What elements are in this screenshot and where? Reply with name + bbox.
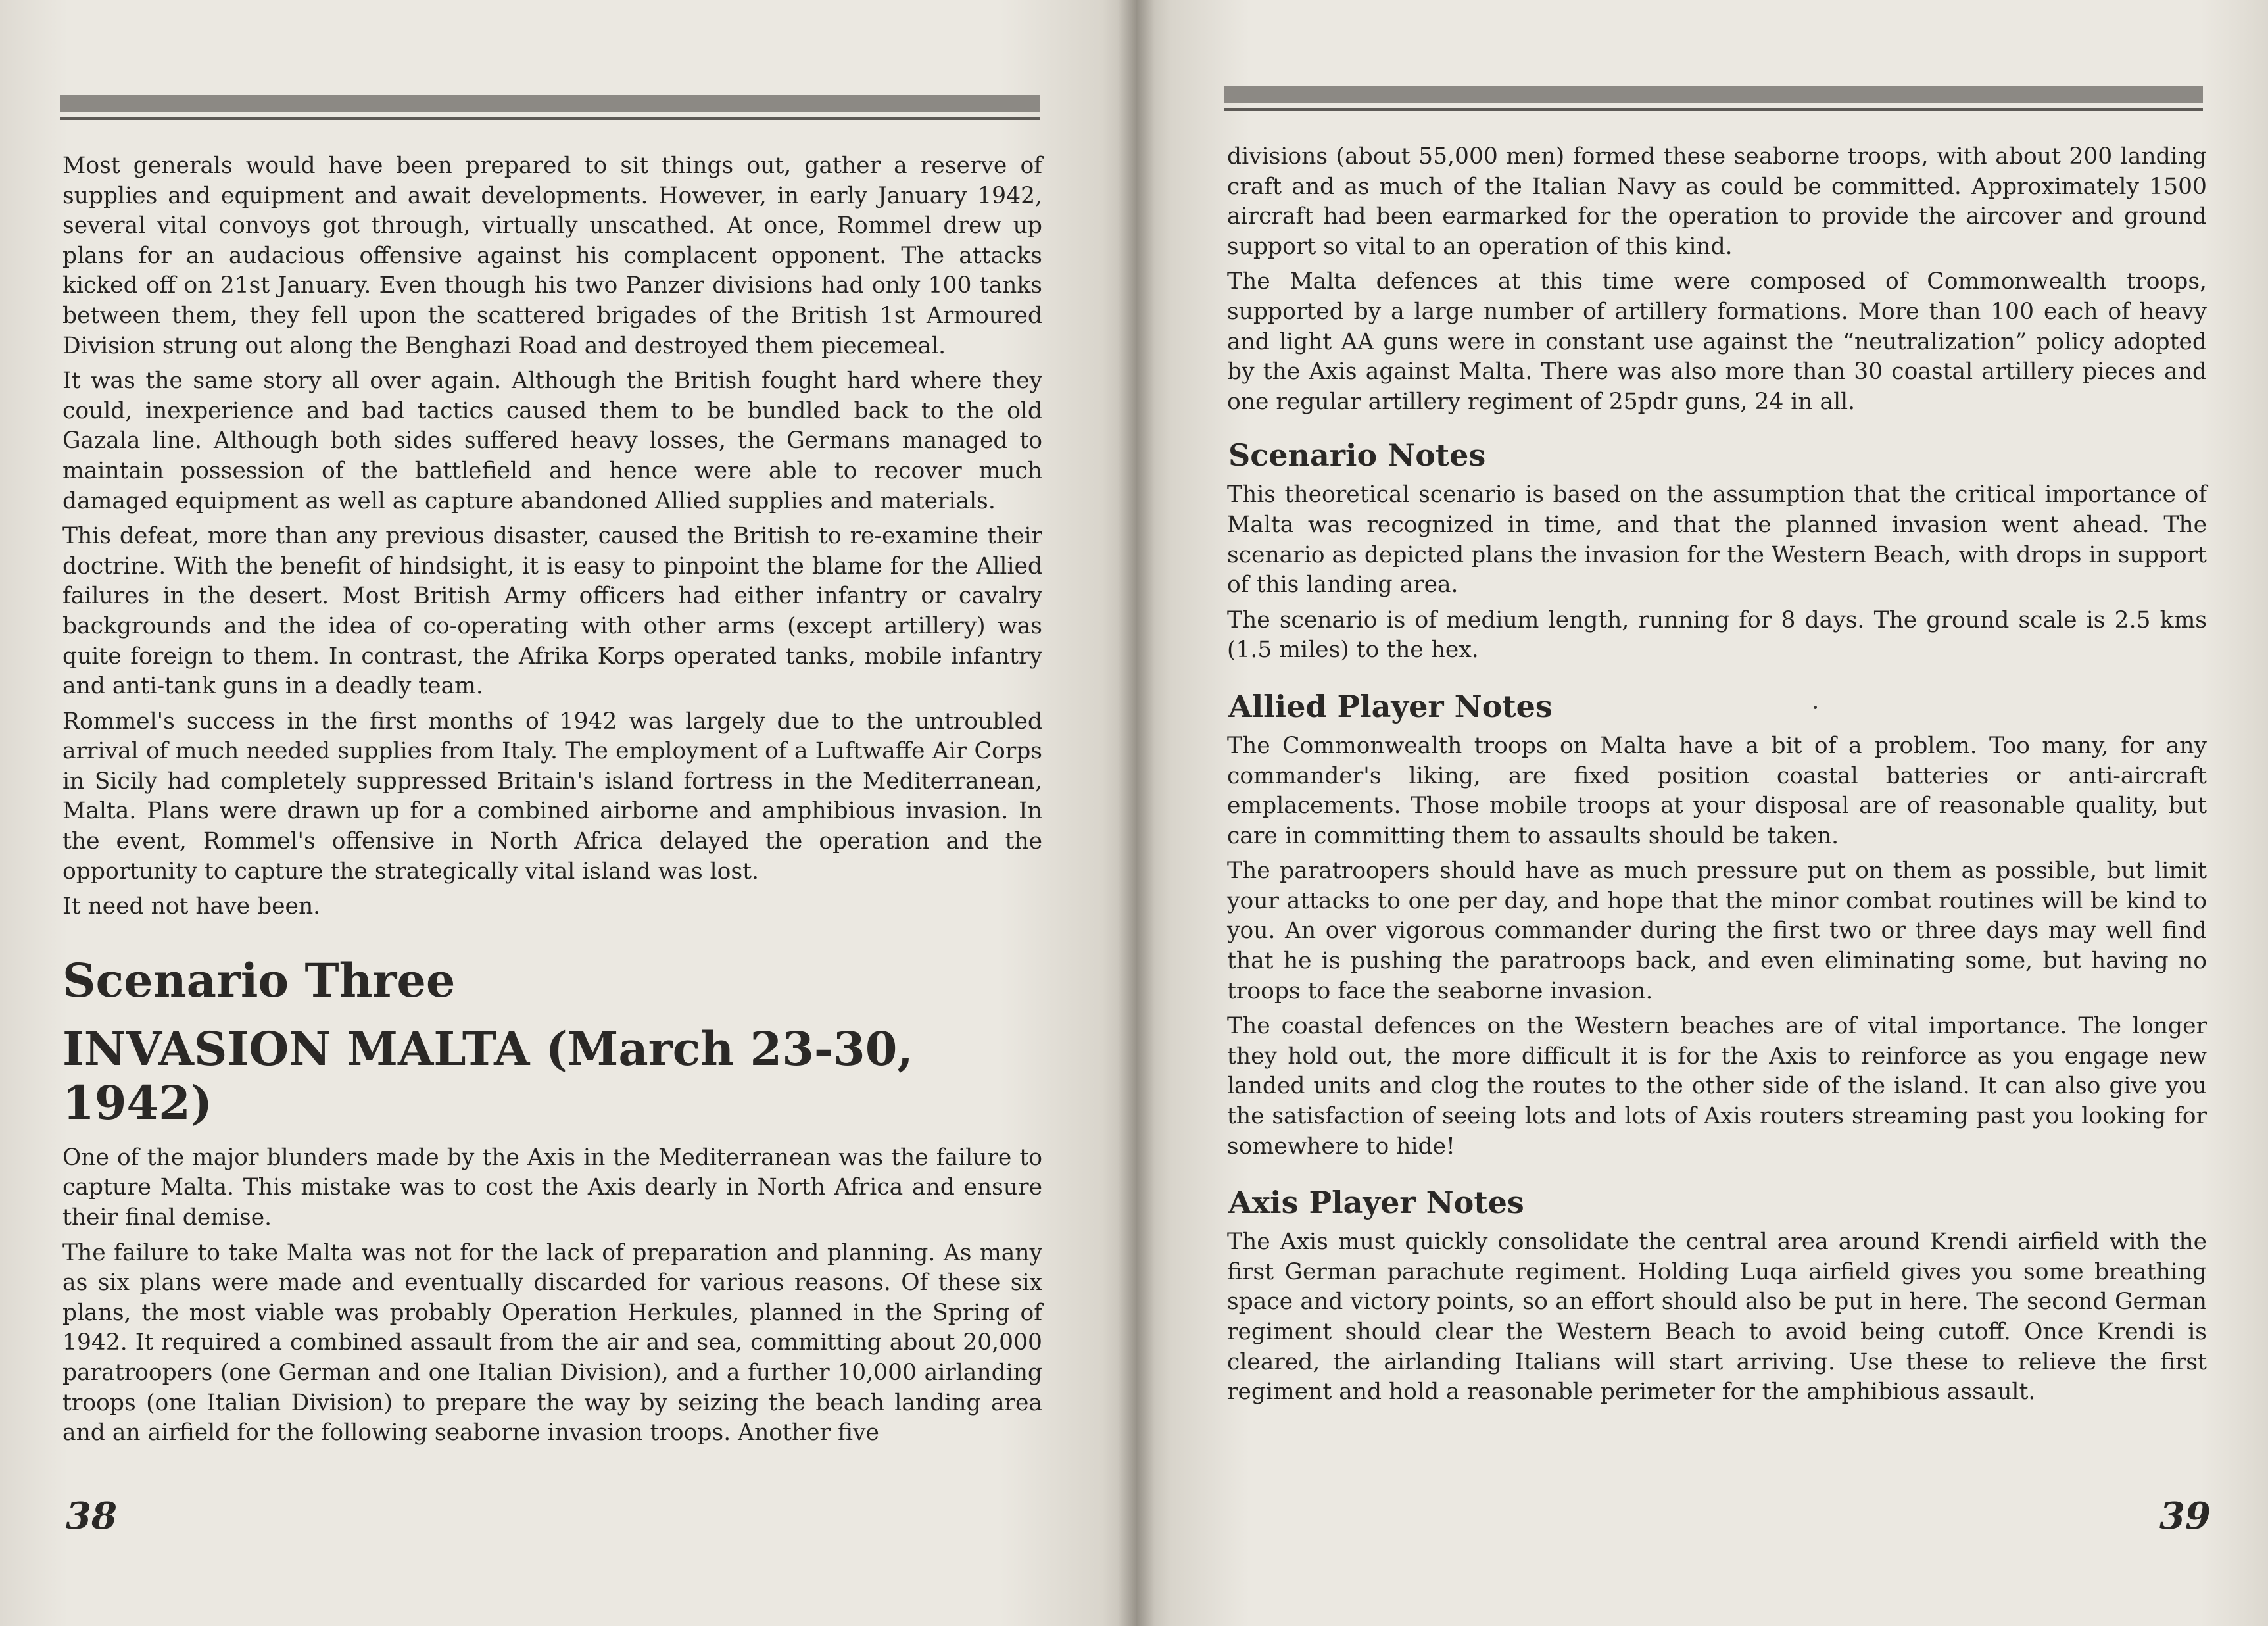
paragraph: The Commonwealth troops on Malta have a bit of a problem. Too many, for any commander's liking, are fixed position coastal batteries or anti-aircraft emplacements. Those mobile troops at your disposal are of reasonable quality, but care in committing them to assaults should be taken. [1227,732,2207,849]
axis-notes-heading: Axis Player Notes [1228,1185,1524,1221]
paragraph: It was the same story all over again. Although the British fought hard where they could, inexperience and bad tactics caused them to be bundled back to the old Gazala line. Although both sides suffered heavy losses, the Germans managed to maintain possession of the battlefield and hence were able to recover much damaged equipment as well as capture abandoned Allied supplies and materials. [62,368,1042,514]
right-page [1136,0,2268,1626]
left-text-column [62,151,1042,1454]
paragraph: One of the major blunders made by the Axis in the Mediterranean was the failure to capture Malta. This mistake was to cost the Axis dearly in North Africa and ensure their final demise. [62,1144,1042,1231]
paragraph: The paratroopers should have as much pressure put on them as possible, but limit your attacks to one per day, and hope that the minor combat routines will be kind to you. An over vigorous commander during the first two or three days may well find that he is pushing the paratroops back, and even eliminating some, but having no troops to face the seaborne invasion. [1227,858,2207,1004]
paragraph: Most generals would have been prepared to sit things out, gather a reserve of supplies and equipment and await developments. However, in early January 1942, several vital convoys got through, virtually unscathed. At once, Rommel drew up plans for an audacious offensive against his complacent opponent. The attacks kicked off on 21st January. Even though his two Panzer divisions had only 100 tanks between them, they fell upon the scattered brigades of the British 1st Armoured Division strung out along the Benghazi Road and destroyed them piecemeal. [62,153,1042,359]
scenario-heading: Scenario Three [62,952,456,1008]
paragraph: This theoretical scenario is based on the assumption that the critical importance of Malta was recognized in time, and that the planned invasion went ahead. The scenario as depicted plans the invasion for the Western Beach, with drops in support of this landing area. [1227,481,2207,599]
paragraph: The failure to take Malta was not for the lack of preparation and planning. As many as six plans were made and eventually discarded for various reasons. Of these six plans, the most viable was probably Operation Herkules, planned in the Spring of 1942. It required a combined assault from the air and sea, committing about 20,000 paratroopers (one German and one Italian Division), and a further 10,000 airlanding troops (one Italian Division) to prepare the way by seizing the beach landing area and an airfield for the following seaborne invasion troops. Another five [62,1239,1042,1446]
paragraph: It need not have been. [62,893,321,920]
paragraph: The coastal defences on the Western beaches are of vital importance. The longer they hold out, the more difficult it is for the Axis to reinforce as you engage new landed units and clog the routes to the other side of the island. It can also give you the satisfaction of seeing lots and lots of Axis routers streaming past you looking for somewhere to hide! [1227,1013,2207,1160]
scenario-title: INVASION MALTA (March 23-30, 1942) [62,1021,913,1130]
right-text-column [1227,142,2207,1413]
paragraph: This defeat, more than any previous disaster, caused the British to re-examine their doctrine. With the benefit of hindsight, it is easy to pinpoint the blame for the Allied failures in the desert. Most British Army officers had either infantry or cavalry backgrounds and the idea of co-operating with other arms (except artillery) was quite foreign to them. In contrast, the Afrika Korps operated tanks, mobile infantry and anti-tank guns in a deadly team. [62,523,1042,700]
paragraph: divisions (about 55,000 men) formed these seaborne troops, with about 200 landing craft and as much of the Italian Navy as could be committed. Approximately 1500 aircraft had been earmarked for the operation to provide the aircover and ground support so vital to an operation of this kind. [1227,143,2207,260]
paragraph: Rommel's success in the first months of 1942 was largely due to the untroubled arrival of much needed supplies from Italy. The employment of a Luftwaffe Air Corps in Sicily had completely suppressed Britain's island fortress in the Mediterranean, Malta. Plans were drawn up for a combined airborne and amphibious invasion. In the event, Rommel's offensive in North Africa delayed the operation and the opportunity to capture the strategically vital island was lost. [62,708,1042,885]
scenario-notes-heading: Scenario Notes [1228,437,1486,474]
paragraph: The Malta defences at this time were composed of Commonwealth troops, supported by a large number of artillery formations. More than 100 each of heavy and light AA guns were in constant use against the “neutralization” policy adopted by the Axis against Malta. There was also more than 30 coastal artillery pieces and one regular artillery regiment of 25pdr guns, 24 in all. [1227,268,2207,415]
allied-notes-heading: Allied Player Notes [1228,688,1553,724]
page-number: 39 [2159,1494,2211,1538]
page-number: 38 [66,1494,117,1538]
print-speck [1814,706,1817,709]
paragraph: The scenario is of medium length, running for 8 days. The ground scale is 2.5 kms (1.5 miles) to the hex. [1227,606,2207,664]
book-gutter [1118,0,1155,1626]
paragraph: The Axis must quickly consolidate the central area around Krendi airfield with the first German parachute regiment. Holding Luqa airfield gives you some breathing space and victory points, so an effort should also be put in here. The second German regiment should clear the Western Beach to avoid being cutoff. Once Krendi is cleared, the airlanding Italians will start arriving. Use these to relieve the first regiment and hold a reasonable perimeter for the amphibious assault. [1227,1229,2207,1406]
header-rule [1224,86,2203,103]
header-rule [60,95,1040,112]
